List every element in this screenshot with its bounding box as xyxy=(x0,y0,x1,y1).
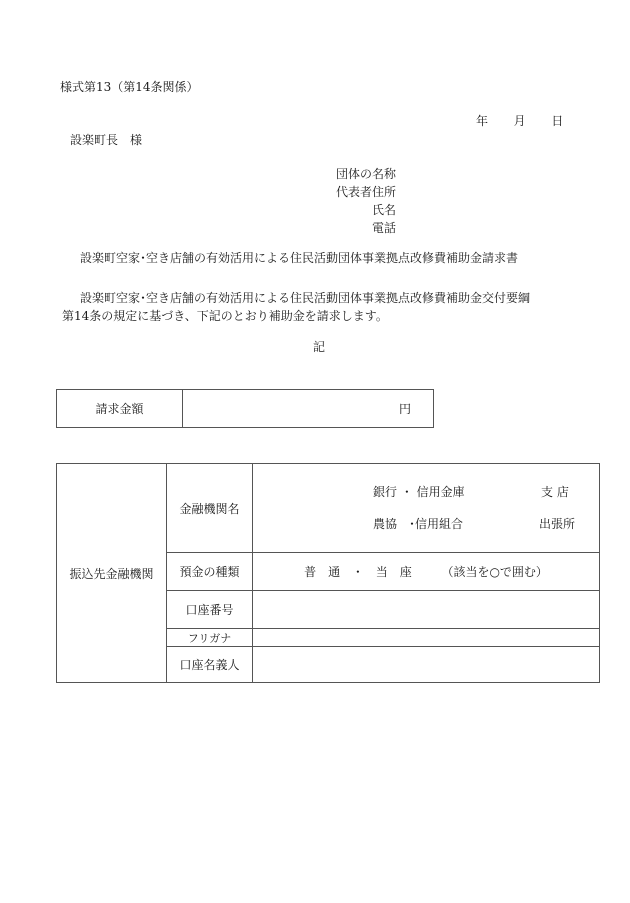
deposit-note: （該当を○で囲む） xyxy=(441,565,548,579)
account-number-field[interactable] xyxy=(253,591,600,629)
body-line-2: 第14条の規定に基づき、下記のとおり補助金を請求します。 xyxy=(62,309,388,323)
body-line-1: 設楽町空家･空き店舗の有効活用による住民活動団体事業拠点改修費補助金交付要綱 xyxy=(80,291,531,305)
body-text xyxy=(62,289,582,325)
form-id: 様式第13（第14条関係） xyxy=(60,80,199,94)
date-year: 年 xyxy=(476,114,489,128)
institution-field[interactable] xyxy=(253,464,600,553)
coop-options: 農協 ･信用組合 xyxy=(373,517,464,531)
rep-address-label: 代表者住所 xyxy=(335,185,396,199)
org-name-label: 団体の名称 xyxy=(335,167,396,181)
recipient: 設楽町長 様 xyxy=(70,133,143,147)
bank-table xyxy=(56,463,600,683)
amount-field[interactable] xyxy=(183,390,434,428)
deposit-toza: 当 座 xyxy=(375,565,412,579)
account-number-label: 口座番号 xyxy=(167,591,253,629)
amount-label: 請求金額 xyxy=(57,390,183,428)
bank-options: 銀行 ・ 信用金庫 xyxy=(373,485,465,499)
deposit-futsu: 普 通 xyxy=(304,565,341,579)
bank-group-label: 振込先金融機関 xyxy=(57,464,167,683)
deposit-dot: ・ xyxy=(351,565,364,579)
amount-table xyxy=(56,389,434,428)
phone-label: 電話 xyxy=(371,221,396,235)
date-day: 日 xyxy=(551,114,564,128)
ki-marker: 記 xyxy=(313,340,326,354)
branch-label: 支 店 xyxy=(541,485,569,499)
deposit-type-label: 預金の種類 xyxy=(167,553,253,591)
furigana-label: フリガナ xyxy=(167,629,253,647)
account-holder-label: 口座名義人 xyxy=(167,647,253,683)
date-month: 月 xyxy=(513,114,526,128)
name-label: 氏名 xyxy=(371,203,396,217)
sub-branch-label: 出張所 xyxy=(539,517,576,531)
date-line xyxy=(476,115,563,127)
deposit-type-field[interactable] xyxy=(253,553,600,591)
amount-unit: 円 xyxy=(398,402,411,416)
account-holder-field[interactable] xyxy=(253,647,600,683)
furigana-field[interactable] xyxy=(253,629,600,647)
institution-label: 金融機関名 xyxy=(167,464,253,553)
document-title: 設楽町空家･空き店舗の有効活用による住民活動団体事業拠点改修費補助金請求書 xyxy=(80,251,519,265)
applicant-block xyxy=(330,168,396,240)
